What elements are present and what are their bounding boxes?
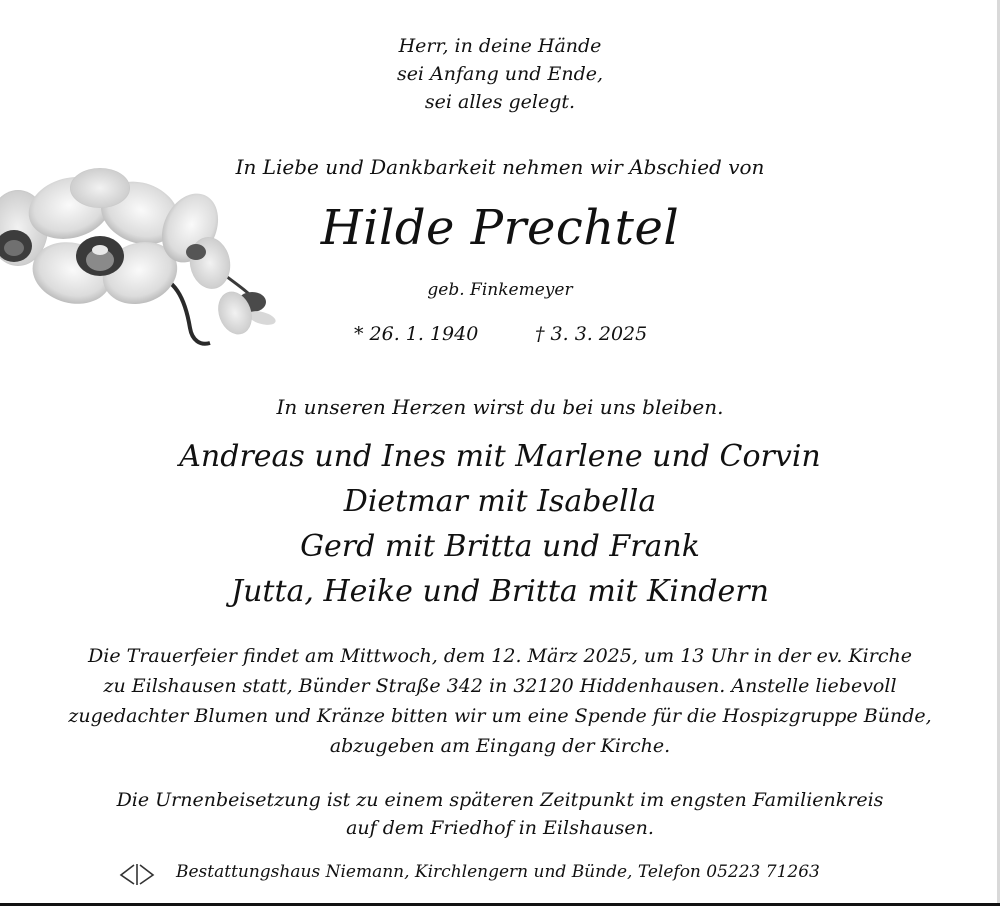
notice-line: abzugeben am Eingang der Kirche. — [329, 735, 671, 757]
farewell-intro: In Liebe und Dankbarkeit nehmen wir Abschied von — [235, 155, 765, 179]
funeral-service-notice — [0, 641, 1000, 761]
mourner-entry: Gerd mit Britta und Frank — [300, 529, 700, 564]
notice-line: auf dem Friedhof in Eilshausen. — [346, 817, 654, 839]
notice-line: Die Urnenbeisetzung ist zu einem späteren Zeitpunkt im engsten Familienkreis — [116, 789, 884, 811]
orchid-flower-image — [0, 168, 285, 353]
notice-line: zu Eilshausen statt, Bünder Straße 342 in 32120 Hiddenhausen. Anstelle liebevoll — [103, 675, 897, 697]
mourner-entry: Andreas und Ines mit Marlene und Corvin — [179, 439, 821, 474]
verse-line: sei Anfang und Ende, — [396, 63, 604, 85]
death-date: † 3. 3. 2025 — [535, 323, 648, 345]
mourner-entry: Jutta, Heike und Britta mit Kindern — [231, 574, 769, 609]
funeral-home-contact: Bestattungshaus Niemann, Kirchlengern und Bünde, Telefon 05223 71263 — [176, 862, 820, 882]
birth-date: * 26. 1. 1940 — [354, 323, 479, 345]
opening-verse — [0, 32, 1000, 116]
mourner-entry: Dietmar mit Isabella — [343, 484, 657, 519]
maiden-name: geb. Finkemeyer — [427, 280, 573, 300]
verse-line: Herr, in deine Hände — [398, 35, 602, 57]
urn-burial-notice — [0, 786, 1000, 842]
mourners-list — [0, 434, 1000, 614]
verse-line: sei alles gelegt. — [424, 91, 576, 113]
deceased-name: Hilde Prechtel — [320, 200, 680, 256]
notice-line: zugedachter Blumen und Kränze bitten wir um eine Spende für die Hospizgruppe Bünde, — [68, 705, 932, 727]
funeral-home-logo-icon — [118, 862, 156, 886]
remembrance-line: In unseren Herzen wirst du bei uns bleiben. — [276, 395, 724, 419]
notice-line: Die Trauerfeier findet am Mittwoch, dem 12. März 2025, um 13 Uhr in der ev. Kirche — [88, 645, 912, 667]
